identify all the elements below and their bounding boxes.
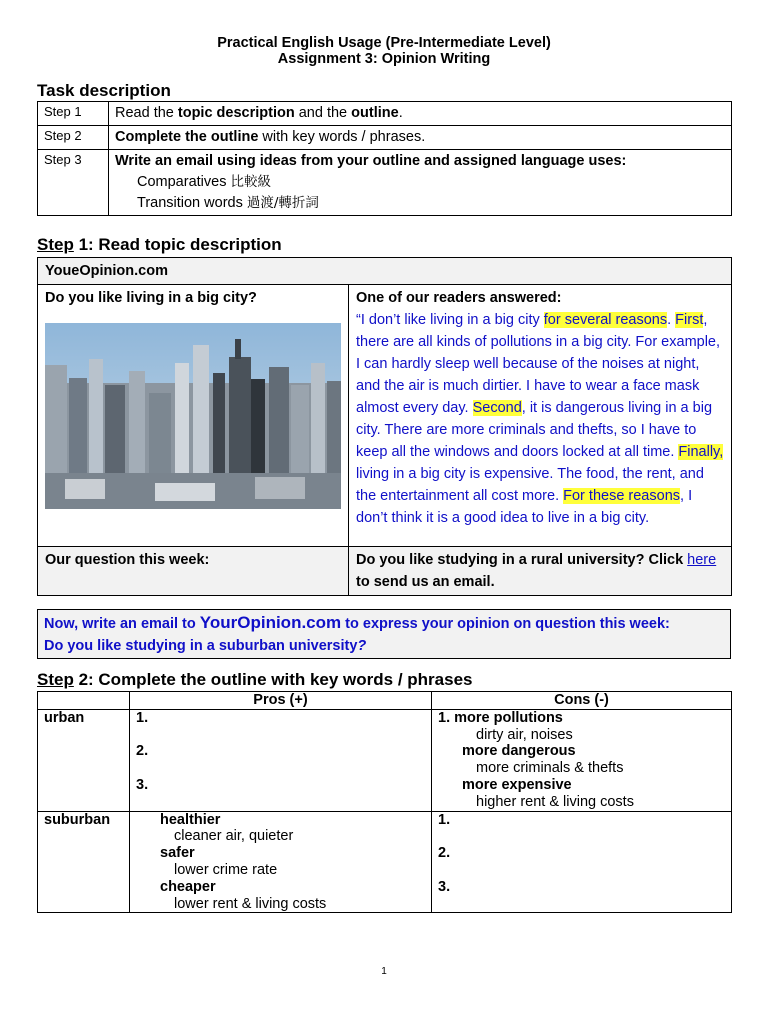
urban-cons: 1. more pollutions dirty air, noises more dangerous more criminals & thefts more expensive higher rent & living costs: [432, 709, 732, 811]
outline-table: [37, 691, 732, 913]
answer-text: “I don’t like living in a big city for several reasons. First, there are all kinds of pollutions in a big city. For example, I can hardly sleep well because of the noises at night, and the air is much dirtier. I have to wear a face mask almost every day. Second, it is dangerous living in a big city. There are more criminals and thefts, so I have to keep all the windows and doors locked at all time. Finally, living in a big city is expensive. The food, the rent, and the entertainment all cost more. For these reasons, I don’t think it is a good idea to live in a big city.: [356, 312, 724, 526]
doc-title: Practical English Usage (Pre-Intermediate Level): [217, 35, 551, 51]
urban-label: urban: [38, 709, 130, 811]
step2-heading: Step 2: Complete the outline with key words / phrases: [37, 670, 473, 689]
here-link[interactable]: here: [687, 552, 717, 568]
pros-header: Pros (+): [130, 692, 432, 710]
topic-table: [37, 257, 732, 596]
doc-subtitle: Assignment 3: Opinion Writing: [277, 51, 491, 67]
step3-label: Step 3: [38, 150, 109, 216]
site-name: YoueOpinion.com: [38, 258, 732, 285]
task-table: [37, 101, 732, 216]
page-number: 1: [381, 966, 387, 977]
step3-text: Write an email using ideas from your outline and assigned language uses: Comparatives 比較級 Transition words 過渡/轉折詞: [109, 150, 732, 216]
question-cell: [38, 285, 349, 547]
step1-label: Step 1: [38, 102, 109, 126]
urban-pros: 1. 2. 3.: [130, 709, 432, 811]
answer-cell: [349, 285, 732, 547]
cons-header: Cons (-): [432, 692, 732, 710]
corner-cell: [38, 692, 130, 710]
suburban-cons: 1. 2. 3.: [432, 811, 732, 913]
answer-label: One of our readers answered:: [356, 290, 562, 306]
step2-label: Step 2: [38, 126, 109, 150]
question-text: Do you like living in a big city?: [45, 290, 257, 306]
step2-text: Complete the outline with key words / phrases.: [109, 126, 732, 150]
city-photo: [45, 323, 341, 509]
step1-text: Read the topic description and the outline.: [109, 102, 732, 126]
writing-prompt: Now, write an email to YourOpinion.com to express your opinion on question this week: Do you like studying in a suburban university?: [37, 609, 731, 659]
task-heading: Task description: [37, 81, 171, 100]
suburban-label: suburban: [38, 811, 130, 913]
week-question: Do you like studying in a rural university? Click here to send us an email.: [349, 547, 732, 596]
week-label: Our question this week:: [38, 547, 349, 596]
suburban-pros: healthier cleaner air, quieter safer lower crime rate cheaper lower rent & living costs: [130, 811, 432, 913]
step1-heading: Step 1: Read topic description: [37, 235, 282, 254]
